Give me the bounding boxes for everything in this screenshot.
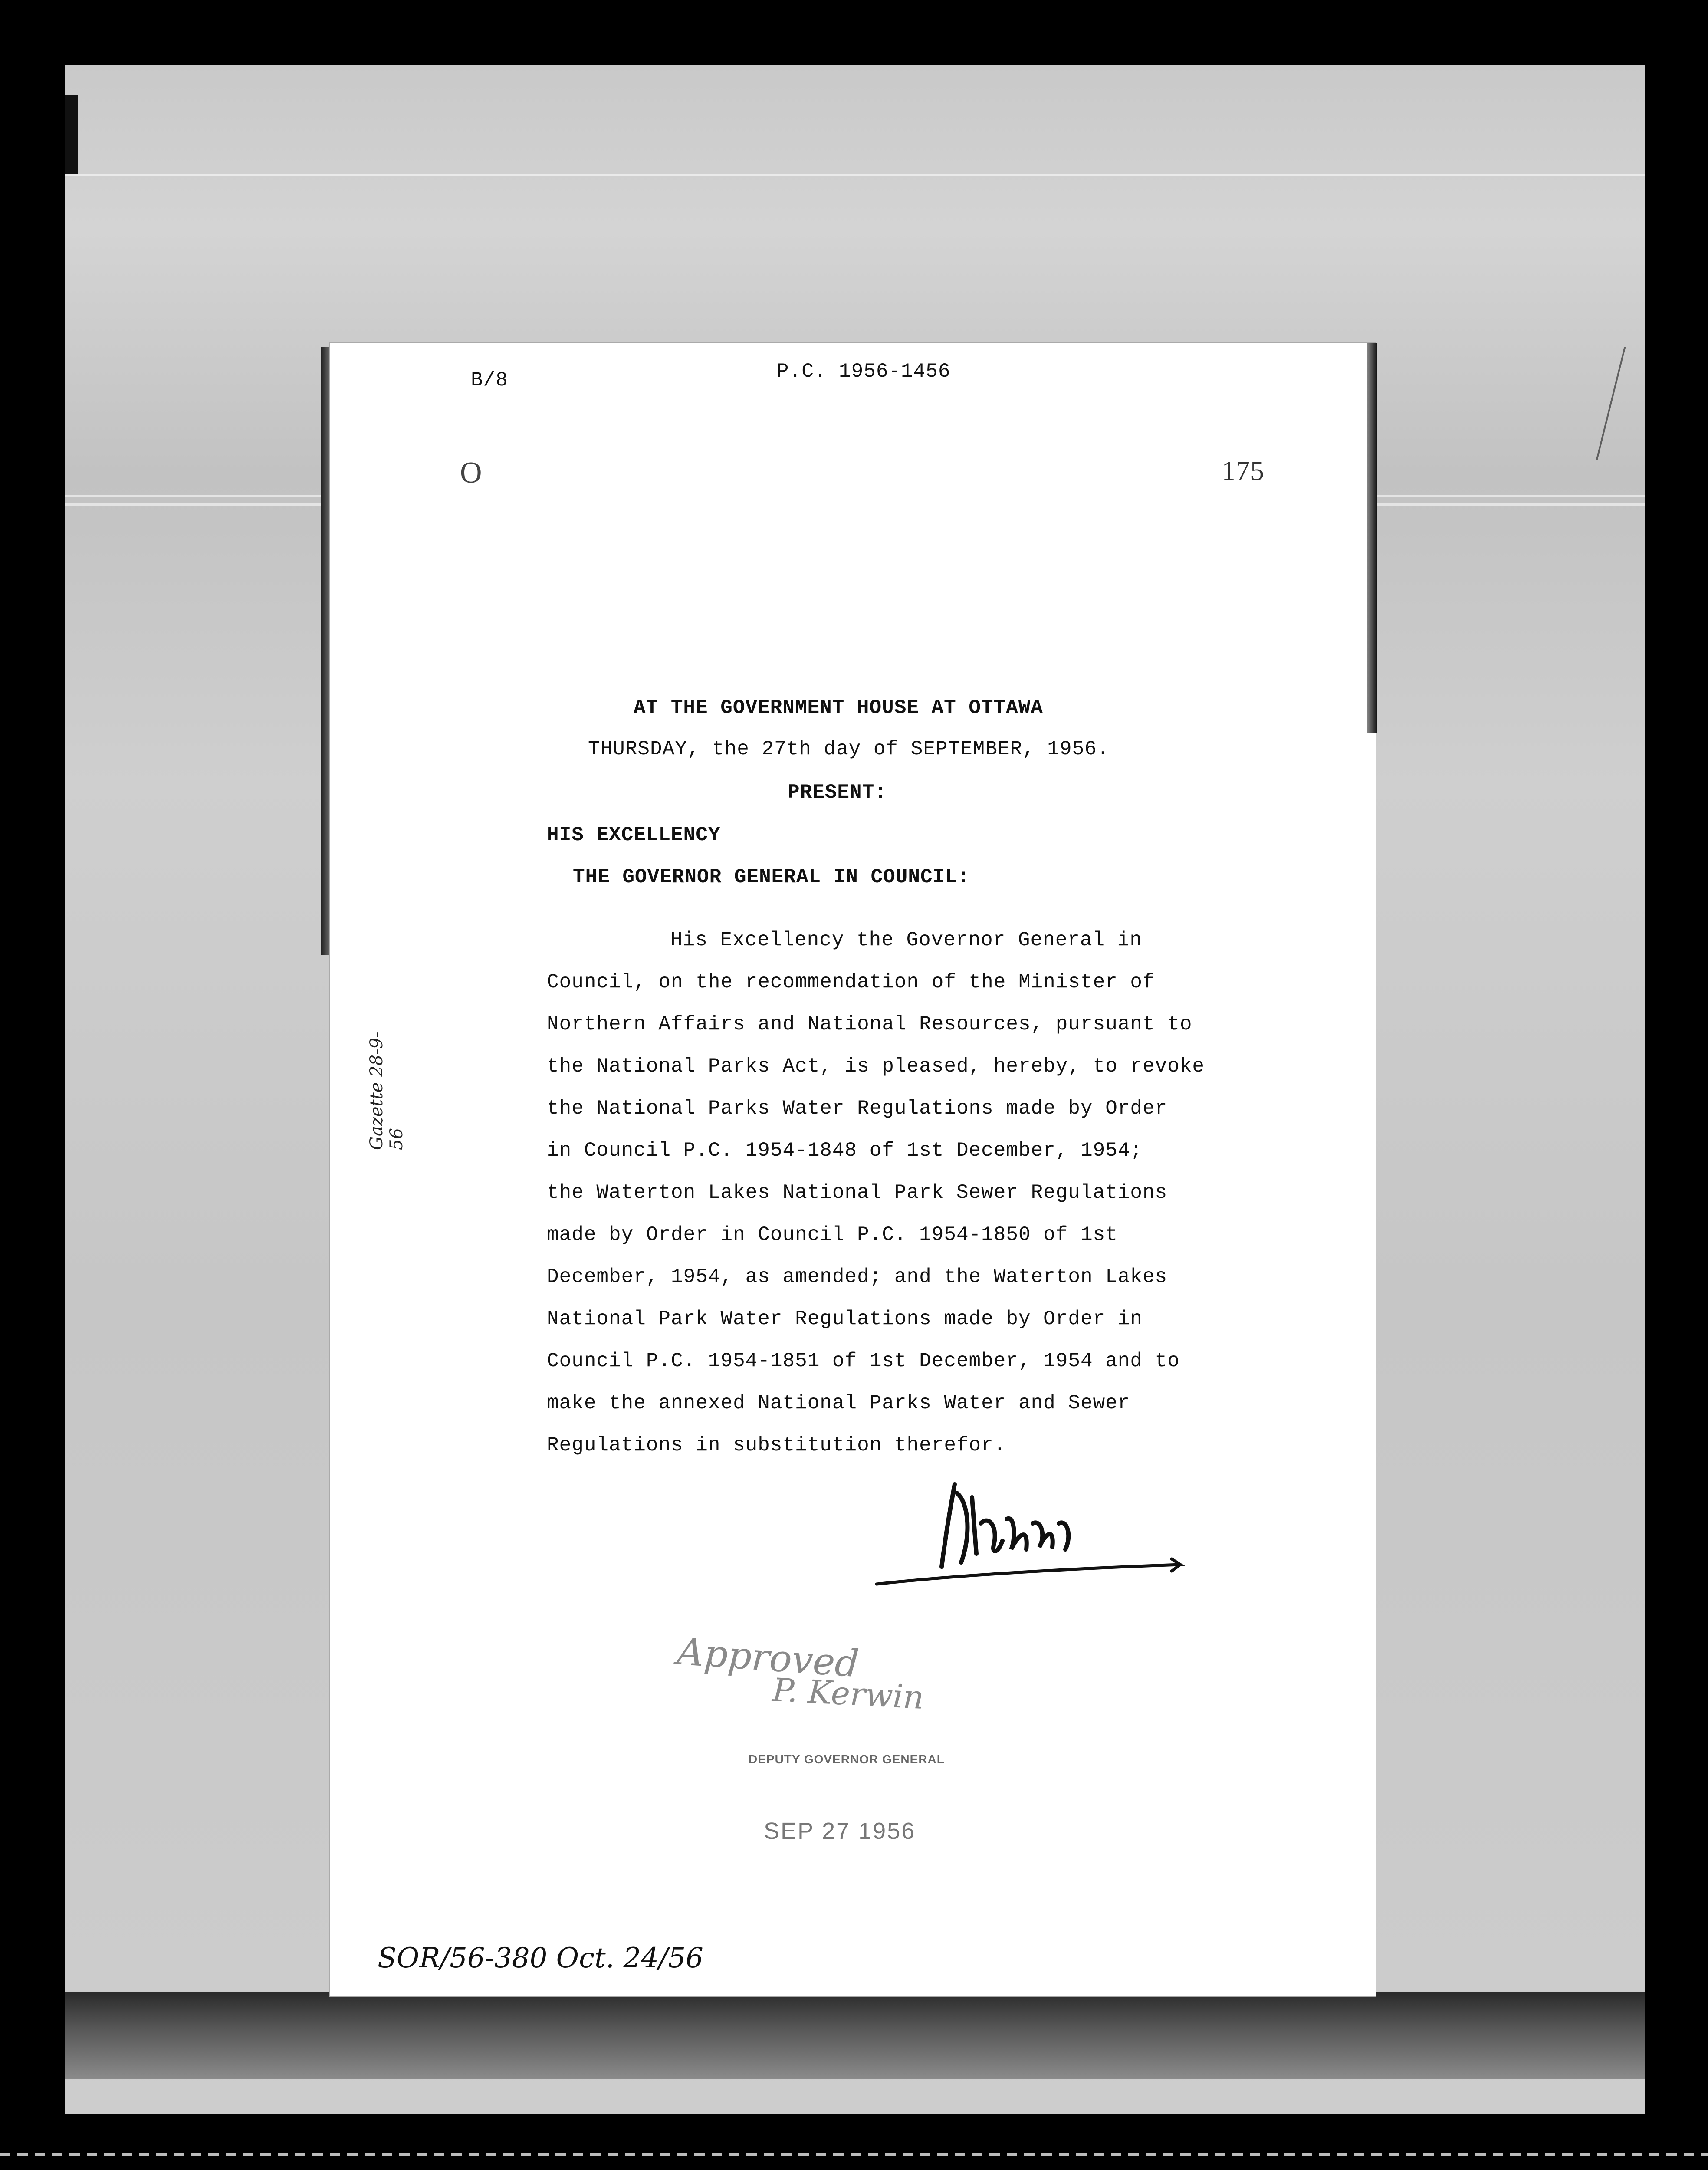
body-line: the Waterton Lakes National Park Sewer Regulations: [547, 1181, 1168, 1204]
body-line: make the annexed National Parks Water and Sewer: [547, 1392, 1130, 1414]
body-line: in Council P.C. 1954-1848 of 1st December, 1954;: [547, 1139, 1143, 1162]
stamp-date: SEP 27 1956: [764, 1818, 916, 1844]
addressee-line-2: THE GOVERNOR GENERAL IN COUNCIL:: [573, 866, 970, 888]
body-line: National Park Water Regulations made by Order in: [547, 1308, 1143, 1330]
body-line: the National Parks Act, is pleased, hereby, to revoke: [547, 1055, 1205, 1078]
body-line: Council P.C. 1954-1851 of 1st December, 1954 and to: [547, 1350, 1180, 1372]
body-line: His Excellency the Governor General in: [670, 929, 1142, 951]
film-bottom-strip: [65, 1992, 1645, 2079]
stamp-deputy-governor-general: DEPUTY GOVERNOR GENERAL: [749, 1752, 945, 1766]
addressee-line-1: HIS EXCELLENCY: [547, 824, 721, 846]
page-edge-shadow: [1367, 343, 1377, 733]
order-number: P.C. 1956-1456: [777, 360, 951, 383]
body-line: made by Order in Council P.C. 1954-1850 of 1st: [547, 1223, 1118, 1246]
footer-handwriting: SOR/56-380 Oct. 24/56: [378, 1942, 703, 1974]
file-code: B/8: [471, 369, 508, 391]
approval-handwriting-1: Approved: [676, 1630, 861, 1686]
signature-mark: [868, 1467, 1198, 1597]
page-number: 175: [1222, 455, 1265, 486]
heading-place: AT THE GOVERNMENT HOUSE AT OTTAWA: [634, 697, 1043, 719]
heading-date: THURSDAY, the 27th day of SEPTEMBER, 1956.: [588, 738, 1110, 760]
heading-present: PRESENT:: [788, 781, 887, 804]
approval-handwriting-2: P. Kerwin: [771, 1671, 925, 1717]
film-smudge: [65, 95, 78, 174]
body-line: Regulations in substitution therefor.: [547, 1434, 1006, 1457]
body-line: Northern Affairs and National Resources, pursuant to: [547, 1013, 1192, 1036]
film-edge-perforation: [0, 2153, 1708, 2156]
order-in-council-page: [330, 343, 1376, 1996]
margin-circle-mark: O: [460, 456, 483, 490]
body-line: December, 1954, as amended; and the Waterton Lakes: [547, 1266, 1168, 1288]
scan-line: [65, 174, 1645, 176]
body-line: Council, on the recommendation of the Minister of: [547, 971, 1155, 993]
body-line: the National Parks Water Regulations made by Order: [547, 1097, 1168, 1120]
margin-note: Gazette 28-9-56: [367, 1032, 407, 1150]
